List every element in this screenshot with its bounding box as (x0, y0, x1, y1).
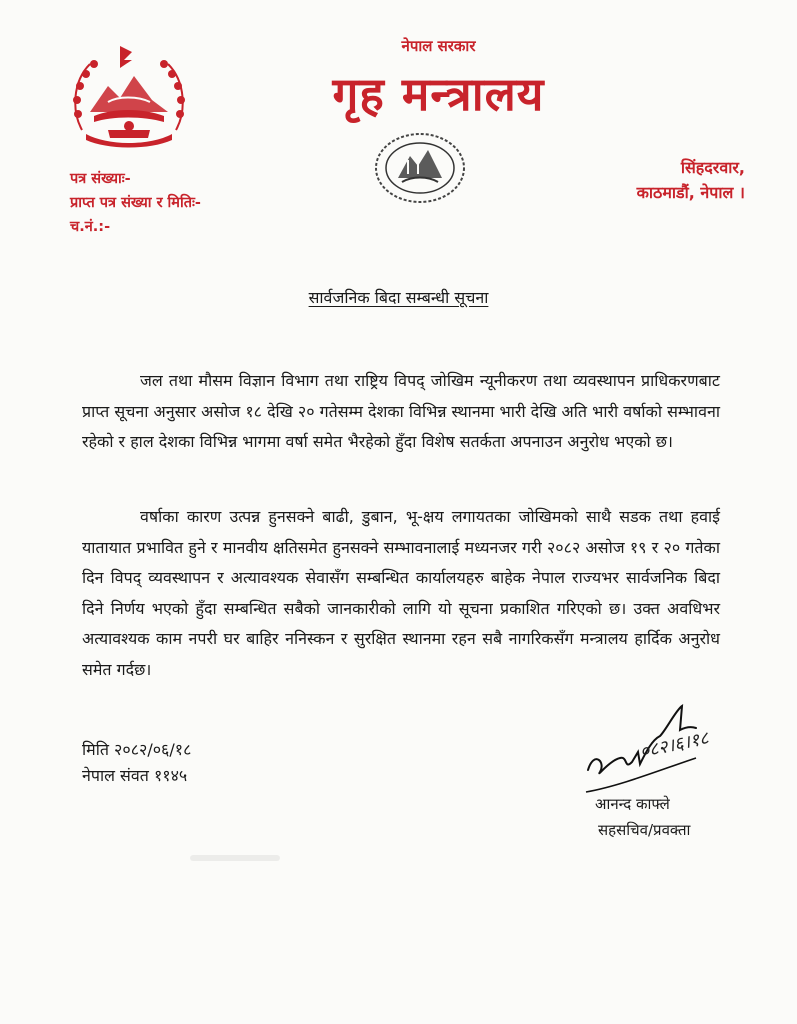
nepal-sambat-line: नेपाल संवत ११४५ (82, 766, 188, 785)
letter-number-label: पत्र संख्याः- (70, 171, 131, 187)
signatory-title: सहसचिव/प्रवक्ता (598, 821, 691, 839)
address-line2: काठमाडौं, नेपाल । (636, 183, 745, 202)
signature-date: ०८२।६।१८ (637, 727, 711, 763)
signatory-name: आनन्द काफ्ले (595, 795, 670, 813)
government-title: नेपाल सरकार (401, 37, 476, 55)
ministry-title: गृह मन्त्रालय (332, 67, 545, 121)
address-line1: सिंहदरवार, (680, 158, 745, 177)
dispatch-number-label: च.नं.:- (70, 219, 111, 235)
received-letter-label: प्राप्त पत्र संख्या र मितिः- (70, 195, 201, 211)
date-line: मिति २०८२/०६/१८ (82, 740, 192, 759)
scan-smudge (190, 855, 280, 861)
body-paragraph-1: जल तथा मौसम विज्ञान विभाग तथा राष्ट्रिय विपद् जोखिम न्यूनीकरण तथा व्यवस्थापन प्राधिकरणबाट प्राप्त सूचना अनुसार असोज १८ देखि २० गतेसम्म देशका विभिन्न स्थानमा भारी देखि अति भारी वर्षाको सम्भावना रहेको र हाल देशका विभिन्न भागमा वर्षा समेत भैरहेको हुँदा विशेष सतर्कता अपनाउन अनुरोध भएको छ। (82, 371, 720, 451)
notice-subject: सार्वजनिक बिदा सम्बन्धी सूचना (308, 288, 489, 307)
body-paragraph-2: वर्षाका कारण उत्पन्न हुनसक्ने बाढी, डुबान, भू-क्षय लगायतका जोखिमको साथै सडक तथा हवाई यातायात प्रभावित हुने र मानवीय क्षतिसमेत हुनसक्ने सम्भावनालाई मध्यनजर गरी २०८२ असोज १९ र २० गतेका दिन विपद् व्यवस्थापन र अत्यावश्यक सेवासँग सम्बन्धित कार्यालयहरु बाहेक नेपाल राज्यभर सार्वजनिक बिदा दिने निर्णय भएको हुँदा सम्बन्धित सबैको जानकारीको लागि यो सूचना प्रकाशित गरिएको छ। उक्त अवधिभर अत्यावश्यक काम नपरी घर बाहिर ननिस्कन र सुरक्षित स्थानमा रहन सबै नागरिकसँग मन्त्रालय हार्दिक अनुरोध समेत गर्दछ। (82, 507, 720, 679)
ministry-seal-icon (372, 130, 468, 206)
